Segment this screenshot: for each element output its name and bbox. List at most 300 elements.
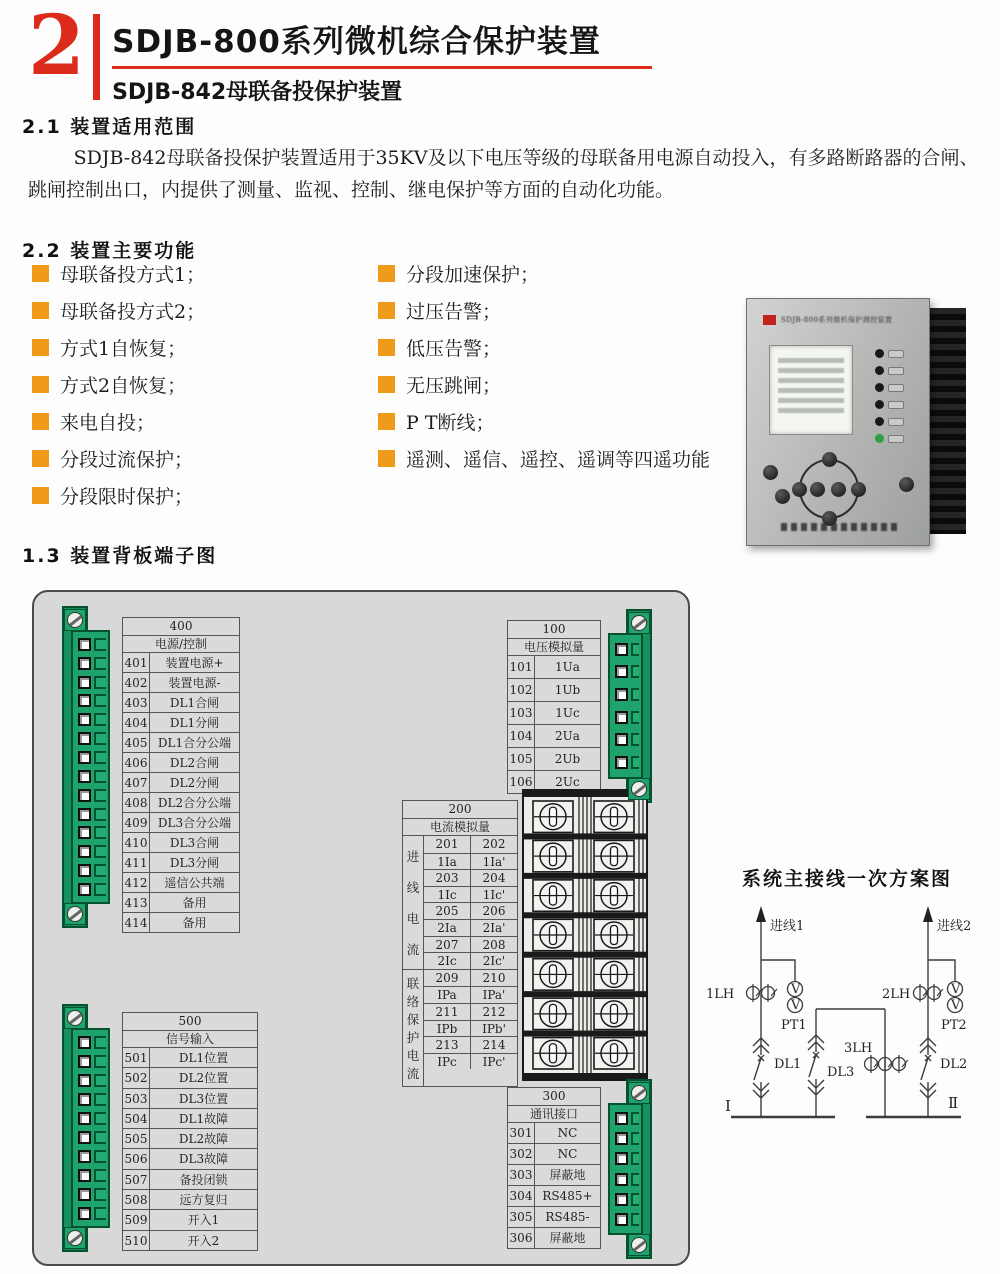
terminal-number: 104 [508, 725, 535, 747]
pin-tab [94, 676, 106, 689]
pin-tab [631, 643, 639, 656]
terminal-label: DL2分闸 [169, 776, 220, 790]
terminal-pin [610, 1152, 641, 1166]
led-indicator [875, 349, 904, 358]
device-bottom-label [781, 523, 899, 531]
terminal-pin [73, 807, 108, 821]
label-ct-3: 3LH [844, 1041, 873, 1056]
terminal-label: 1Uc [555, 706, 580, 720]
terminal-cell: 210 [482, 970, 506, 985]
terminal-number: 409 [123, 813, 150, 832]
terminal-row [508, 701, 600, 724]
function-label: 方式1自恢复； [60, 337, 187, 360]
terminal-group-title: 信号输入 [123, 1030, 257, 1047]
terminal-row [123, 752, 239, 772]
pin-socket [78, 789, 91, 802]
device-front-panel [746, 298, 930, 546]
pin-tab [94, 638, 106, 651]
svg-text:V: V [951, 998, 961, 1013]
pin-tab [94, 713, 106, 726]
label-breaker-1: DL1 [774, 1057, 802, 1072]
terminal-row [508, 1206, 600, 1227]
terminal-cell: IPa [424, 987, 471, 1003]
pin-tab [631, 1173, 639, 1186]
terminal-number: 412 [123, 873, 150, 892]
title-block [112, 8, 652, 106]
function-label: 分段限时保护； [60, 485, 194, 508]
terminal-number: 101 [508, 656, 535, 678]
terminal-row [508, 655, 600, 678]
pin-socket [78, 883, 91, 896]
terminal-pin [73, 675, 108, 689]
function-label: 过压告警； [406, 300, 502, 323]
terminal-row [123, 1148, 257, 1168]
terminal-row [123, 1169, 257, 1189]
device-lcd-screen [769, 345, 853, 435]
function-label: 分段加速保护； [406, 263, 540, 286]
terminal-number: 505 [123, 1129, 150, 1148]
pin-tab [631, 1152, 639, 1165]
pin-socket [615, 1173, 628, 1186]
rear-terminal-board [32, 590, 690, 1266]
terminal-row [508, 1164, 600, 1185]
connector-screw-icon [64, 903, 86, 925]
series-title: SDJB-800系列微机综合保护装置 [112, 24, 601, 60]
terminal-label: 开入2 [187, 1233, 220, 1248]
pin-tab [94, 1169, 106, 1182]
pin-tab [94, 883, 106, 896]
screw-terminal-strip [522, 789, 648, 1081]
function-label: 方式2自恢复； [60, 374, 187, 397]
terminal-row [123, 712, 239, 732]
terminal-pin [610, 733, 641, 747]
terminal-table-100 [507, 620, 601, 794]
led-dot-icon [875, 417, 884, 426]
terminal-number: 301 [508, 1123, 535, 1143]
pin-tab [94, 808, 106, 821]
pin-tab [94, 751, 106, 764]
pin-socket [78, 732, 91, 745]
pin-socket [615, 711, 628, 724]
function-label: P T断线； [406, 411, 495, 434]
document-header [28, 0, 652, 106]
pin-tab [94, 1074, 106, 1087]
pin-socket [78, 713, 91, 726]
bullet-square-icon [32, 265, 49, 282]
terminal-row [123, 1128, 257, 1148]
terminal-cell: 201 [424, 836, 471, 853]
terminal-number: 502 [123, 1068, 150, 1087]
terminal-number: 506 [123, 1149, 150, 1168]
bullet-square-icon [32, 339, 49, 356]
terminal-number: 403 [123, 693, 150, 712]
terminal-cell: 206 [482, 904, 506, 919]
function-item [32, 484, 205, 506]
terminal-label: DL3合分公端 [157, 816, 232, 830]
led-dot-icon [875, 366, 884, 375]
terminal-row [123, 1209, 257, 1229]
terminal-label: DL3分闸 [169, 856, 220, 870]
terminal-pin [73, 637, 108, 651]
function-item [378, 373, 710, 395]
device-led-column [875, 349, 904, 443]
pin-socket [615, 643, 628, 656]
function-item [32, 262, 205, 284]
terminal-cell: 214 [482, 1038, 506, 1053]
scheme-title: 系统主接线一次方案图 [742, 868, 953, 890]
terminal-number: 406 [123, 753, 150, 772]
terminal-row [508, 747, 600, 770]
terminal-label: 屏蔽地 [549, 1168, 586, 1182]
led-indicator [875, 383, 904, 392]
led-indicator [875, 417, 904, 426]
pin-socket [615, 688, 628, 701]
terminal-label: DL2位置 [178, 1071, 229, 1086]
pin-tab [631, 1213, 639, 1226]
terminal-label: 2Ub [554, 752, 581, 766]
pin-socket [78, 864, 91, 877]
terminal-label: DL2故障 [178, 1132, 229, 1147]
led-label [888, 367, 904, 375]
terminal-pin [73, 1188, 108, 1202]
terminal-cell: 1Ic [424, 887, 471, 903]
terminal-row [123, 892, 239, 912]
function-label: 遥测、遥信、遥控、遥调等四遥功能 [406, 448, 711, 471]
pin-socket [615, 1193, 628, 1206]
bullet-square-icon [378, 376, 395, 393]
terminal-pin [73, 1169, 108, 1183]
terminal-number: 509 [123, 1210, 150, 1229]
terminal-number: 304 [508, 1186, 535, 1206]
pin-socket [78, 1036, 91, 1049]
bullet-square-icon [378, 450, 395, 467]
terminal-pin [73, 750, 108, 764]
terminal-row [424, 1003, 517, 1020]
pin-tab [94, 845, 106, 858]
terminal-row [123, 1047, 257, 1067]
terminal-row [123, 1108, 257, 1128]
terminal-label: DL3合闸 [169, 836, 220, 850]
terminal-row [123, 772, 239, 792]
section-heading-functions: 2.2 装置主要功能 [22, 240, 197, 262]
pin-socket [78, 676, 91, 689]
terminal-cell: 213 [424, 1037, 471, 1053]
pin-tab [631, 665, 639, 678]
pin-socket [78, 751, 91, 764]
terminal-pin [610, 688, 641, 702]
label-breaker-3: DL3 [827, 1065, 855, 1080]
brand-logo [763, 315, 776, 325]
terminal-label: 1Ub [554, 683, 581, 697]
terminal-group-code: 200 [448, 802, 472, 816]
terminal-pin [610, 1131, 641, 1145]
terminal-pin [73, 1074, 108, 1088]
terminal-cell: 203 [424, 870, 471, 886]
terminal-label: RS485- [545, 1210, 590, 1224]
pin-tab [631, 1112, 639, 1125]
svg-text:V: V [791, 998, 801, 1013]
terminal-number: 507 [123, 1170, 150, 1189]
terminal-pin [73, 656, 108, 670]
section-heading-scope: 2.1 装置适用范围 [22, 116, 197, 138]
terminal-label: DL3位置 [178, 1091, 229, 1106]
function-label: 无压跳闸； [406, 374, 502, 397]
terminal-label: DL1合分公端 [157, 736, 232, 750]
pin-socket [615, 733, 628, 746]
led-label [888, 435, 904, 443]
function-label: 来电自投； [60, 411, 156, 434]
terminal-row [508, 724, 600, 747]
label-pt-1: PT1 [781, 1018, 807, 1033]
function-label: 分段过流保护； [60, 448, 194, 471]
function-item [32, 410, 205, 432]
label-pt-2: PT2 [941, 1018, 967, 1033]
terminal-label: 备用 [182, 916, 207, 930]
scope-paragraph: SDJB-842母联备投保护装置适用于35KV及以下电压等级的母联备用电源自动投入，有多路断路器的合闸、跳闸控制出口，内提供了测量、监视、控制、继电保护等方面的自动化功能。 [28, 147, 979, 202]
pin-socket [615, 665, 628, 678]
terminal-cell: 2Ic [424, 953, 471, 969]
panel-button [775, 489, 790, 504]
terminal-row [123, 792, 239, 812]
bullet-square-icon [32, 302, 49, 319]
functions-left [32, 262, 205, 521]
terminal-pin [73, 1036, 108, 1050]
terminal-table-500 [122, 1012, 258, 1251]
terminal-cell: 2Ia [424, 920, 471, 936]
functions-right [378, 262, 710, 484]
svg-text:V: V [791, 982, 801, 997]
pin-socket [615, 1112, 628, 1125]
led-indicator [875, 434, 904, 443]
connector-screw-icon [628, 612, 650, 634]
label-ct-1: 1LH [706, 987, 735, 1002]
terminal-number: 504 [123, 1109, 150, 1128]
pin-socket [615, 756, 628, 769]
terminal-row [424, 1036, 517, 1053]
terminal-number: 302 [508, 1144, 535, 1164]
terminal-pin [73, 1131, 108, 1145]
pin-tab [94, 1055, 106, 1068]
pin-socket [78, 1093, 91, 1106]
keypad-center-button [810, 482, 825, 497]
connector-screw-icon [64, 609, 86, 631]
current-group-label: 进 线 电 流 [403, 836, 424, 969]
pin-tab [631, 711, 639, 724]
terminal-pin [73, 826, 108, 840]
terminal-group-code: 500 [178, 1014, 202, 1028]
terminal-group-code: 300 [542, 1089, 566, 1103]
terminal-number: 413 [123, 893, 150, 912]
terminal-row [508, 1227, 600, 1248]
terminal-label: DL1合闸 [169, 696, 220, 710]
terminal-pin [610, 1213, 641, 1227]
terminal-group-title: 电流模拟量 [403, 818, 517, 835]
terminal-row [424, 919, 517, 936]
function-item [32, 373, 205, 395]
terminal-table-300 [507, 1087, 601, 1249]
keypad-left-button [792, 482, 807, 497]
pin-tab [94, 1188, 106, 1201]
pin-tab [631, 1193, 639, 1206]
bullet-square-icon [378, 413, 395, 430]
terminal-label: 2Ua [555, 729, 580, 743]
led-indicator [875, 366, 904, 375]
terminal-row [508, 1143, 600, 1164]
terminal-cell: 207 [424, 937, 471, 953]
terminal-row [123, 1189, 257, 1209]
green-connector-100 [608, 609, 652, 803]
terminal-group-code: 400 [169, 619, 193, 633]
function-item [32, 447, 205, 469]
pin-socket [78, 1207, 91, 1220]
terminal-cell: 211 [424, 1004, 471, 1020]
terminal-number: 508 [123, 1190, 150, 1209]
pin-tab [631, 1132, 639, 1145]
function-item [32, 299, 205, 321]
svg-text:V: V [951, 982, 961, 997]
terminal-row [123, 732, 239, 752]
terminal-pin [73, 1150, 108, 1164]
pin-socket [78, 826, 91, 839]
terminal-label: DL2合分公端 [157, 796, 232, 810]
terminal-row [123, 912, 239, 932]
terminal-label: NC [557, 1147, 578, 1161]
section-heading-terminals: 1.3 装置背板端子图 [22, 545, 218, 567]
function-item [32, 336, 205, 358]
pin-tab [94, 694, 106, 707]
terminal-cell: 212 [482, 1004, 506, 1019]
connector-screw-icon [628, 778, 650, 800]
terminal-row [424, 1020, 517, 1037]
terminal-cell: 209 [424, 970, 471, 987]
label-bus-2: Ⅱ [948, 1094, 959, 1112]
pin-tab [94, 864, 106, 877]
terminal-pin [73, 882, 108, 896]
terminal-label: 遥信公共端 [164, 876, 225, 890]
device-keypad [799, 459, 859, 519]
green-connector-500 [62, 1004, 110, 1252]
led-label [888, 401, 904, 409]
one-line-diagram [698, 892, 1000, 1152]
terminal-number: 306 [508, 1228, 535, 1248]
terminal-number: 305 [508, 1207, 535, 1227]
terminal-pin [73, 1093, 108, 1107]
terminal-pin [73, 732, 108, 746]
terminal-row [123, 832, 239, 852]
terminal-cell: 1Ia [424, 854, 471, 870]
pin-tab [94, 770, 106, 783]
led-indicator [875, 400, 904, 409]
terminal-cell: IPc [424, 1054, 471, 1070]
red-divider-bar [93, 14, 100, 100]
terminal-pin [610, 642, 641, 656]
terminal-pin [73, 694, 108, 708]
panel-button [763, 465, 778, 480]
pin-socket [78, 1169, 91, 1182]
terminal-row [424, 869, 517, 886]
pin-socket [78, 1112, 91, 1125]
terminal-cell: IPb' [482, 1021, 506, 1036]
pin-socket [615, 1152, 628, 1165]
terminal-pin [73, 1112, 108, 1126]
led-label [888, 350, 904, 358]
terminal-cell: 1Ia' [482, 854, 506, 869]
function-item [378, 410, 710, 432]
bullet-square-icon [378, 265, 395, 282]
label-breaker-2: DL2 [940, 1057, 968, 1072]
pin-tab [94, 732, 106, 745]
bullet-square-icon [32, 376, 49, 393]
pin-socket [78, 1074, 91, 1087]
label-incoming-2: 进线2 [937, 919, 972, 934]
pin-tab [631, 756, 639, 769]
terminal-group-code: 100 [542, 622, 566, 636]
terminal-cell: IPc' [482, 1054, 506, 1069]
terminal-number: 410 [123, 833, 150, 852]
terminal-pin [73, 769, 108, 783]
pin-socket [78, 1055, 91, 1068]
panel-button [899, 477, 914, 492]
pin-socket [78, 1131, 91, 1144]
terminal-number: 404 [123, 713, 150, 732]
current-group [403, 969, 517, 1086]
label-bus-1: Ⅰ [725, 1097, 731, 1115]
terminal-number: 106 [508, 771, 535, 793]
pin-socket [78, 845, 91, 858]
terminal-label: DL1位置 [178, 1051, 229, 1065]
terminal-cell: IPa' [482, 988, 506, 1003]
terminal-label: NC [557, 1126, 578, 1140]
terminal-cell: 205 [424, 903, 471, 919]
keypad-right-button [851, 482, 866, 497]
terminal-row [424, 902, 517, 919]
terminal-label: 装置电源- [168, 676, 221, 690]
function-item [378, 262, 710, 284]
function-item [378, 299, 710, 321]
bullet-square-icon [378, 302, 395, 319]
terminal-pin [73, 713, 108, 727]
led-dot-icon [875, 349, 884, 358]
bullet-square-icon [32, 487, 49, 504]
terminal-row [424, 836, 517, 853]
terminal-label: 远方复归 [179, 1193, 228, 1208]
terminal-pin [610, 756, 641, 770]
current-group [403, 835, 517, 969]
terminal-number: 408 [123, 793, 150, 812]
terminal-label: 1Ua [555, 660, 580, 674]
terminal-cell: 208 [482, 937, 506, 952]
terminal-number: 501 [123, 1048, 150, 1067]
terminal-number: 503 [123, 1089, 150, 1108]
pin-socket [78, 638, 91, 651]
led-dot-icon [875, 383, 884, 392]
led-label [888, 384, 904, 392]
connector-screw-icon [628, 1082, 650, 1104]
terminal-label: DL2合闸 [169, 756, 220, 770]
led-dot-icon [875, 434, 884, 443]
terminal-row [123, 812, 239, 832]
pin-tab [631, 688, 639, 701]
function-item [378, 336, 710, 358]
keypad-center-button [831, 482, 846, 497]
terminal-number: 510 [123, 1231, 150, 1250]
function-label: 低压告警； [406, 337, 502, 360]
terminal-label: 开入1 [187, 1213, 220, 1228]
led-dot-icon [875, 400, 884, 409]
pin-tab [94, 826, 106, 839]
pin-tab [631, 733, 639, 746]
terminal-number: 402 [123, 673, 150, 692]
